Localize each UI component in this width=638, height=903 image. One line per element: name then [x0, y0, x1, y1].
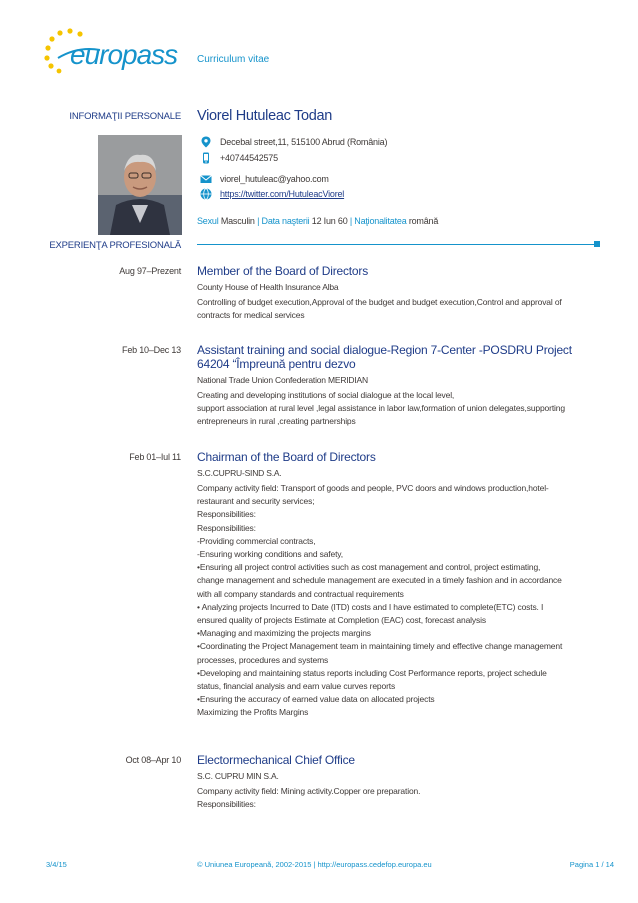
phone-text: +40744542575	[220, 153, 278, 163]
description-line: ensured quality of projects Estimate at Completion (EAC) cost, forecast analysis	[197, 615, 486, 626]
section-label-experience: EXPERIENŢA PROFESIONALĂ	[49, 240, 181, 251]
job-dates: Oct 08–Apr 10	[125, 755, 181, 765]
job-title: Member of the Board of Directors	[197, 264, 369, 278]
description-line: • Analyzing projects Incurred to Date (ITD) costs and I have estimated to complete(ETC) costs. I	[197, 601, 544, 612]
job-organization: S.C.CUPRU-SIND S.A.	[197, 468, 282, 478]
logo-text: europass	[70, 39, 178, 70]
description-line: change management and schedule management are executed in a timely fashion and in accordance	[197, 575, 562, 586]
description-line: Company activity field: Transport of goods and people, PVC doors and windows production,hotel-	[197, 483, 549, 493]
address-row	[200, 136, 387, 148]
job-title: Chairman of the Board of Directors	[197, 450, 376, 464]
birth-label: Data naşterii	[261, 216, 310, 226]
personal-details-line: Sexul Masculin | Data naşterii 12 Iun 60 | Naţionalitatea română	[197, 216, 439, 226]
description-line: •Developing and maintaining status reports including Cost Performance reports, project schedule	[197, 667, 547, 678]
job-title: Assistant training and social dialogue-Region 7-Center -POSDRU Project 64204 “Împreună pentru dezvo	[197, 343, 572, 371]
job-organization: National Trade Union Confederation MERIDIAN	[197, 375, 368, 385]
nationality-label: Naţionalitatea	[354, 216, 407, 226]
description-line: Responsibilities:	[197, 509, 256, 520]
description-line: Responsibilities:	[197, 799, 256, 810]
job-description	[197, 785, 602, 811]
doc-title: Curriculum vitae	[197, 54, 270, 65]
job-organization: S.C. CUPRU MIN S.A.	[197, 771, 279, 781]
description-line: •Ensuring all project control activities such as cost management and control, project estimating,	[197, 562, 541, 573]
birth-value: 12 Iun 60	[311, 216, 348, 226]
job-organization: County House of Health Insurance Alba	[197, 282, 339, 292]
profile-photo	[98, 135, 182, 235]
email-text[interactable]: viorel_hutuleac@yahoo.com	[220, 174, 329, 184]
job-description	[197, 296, 602, 322]
section-divider	[197, 244, 596, 245]
job-dates: Feb 01–Iul 11	[129, 452, 181, 462]
description-line: Creating and developing institutions of social dialogue at the local level,	[197, 390, 455, 400]
job-title: Electormechanical Chief Office	[197, 753, 355, 767]
twitter-link[interactable]: https://twitter.com/HutuleacViorel	[220, 189, 345, 199]
address-text: Decebal street,11, 515100 Abrud (România)	[220, 137, 388, 147]
footer-copyright[interactable]: © Uniunea Europeană, 2002-2015 | http://europass.cedefop.europa.eu	[197, 860, 432, 869]
section-label-personal: INFORMAŢII PERSONALE	[69, 111, 181, 122]
description-line: Controlling of budget execution,Approval of the budget and budget execution,Control and approval of	[197, 297, 562, 307]
location-pin-icon	[200, 136, 212, 148]
description-line: •Ensuring the accuracy of earned value data on allocated projects	[197, 694, 435, 705]
description-line: Maximizing the Profits Margins	[197, 707, 309, 718]
mobile-phone-icon	[200, 152, 212, 164]
description-line: •Coordinating the Project Management team in maintaining timely and effective change management	[197, 641, 563, 652]
footer-page-number: Pagina 1 / 14	[569, 860, 614, 869]
description-line: with all company standards and contractual requirements	[197, 588, 404, 599]
description-line: processes, procedures and systems	[197, 654, 329, 665]
envelope-icon	[200, 173, 212, 185]
description-line: Responsibilities:	[197, 522, 256, 533]
divider-end-square	[594, 241, 600, 247]
job-dates: Aug 97–Prezent	[119, 266, 181, 276]
email-row	[200, 173, 329, 185]
description-line: restaurant and security services;	[197, 496, 315, 507]
person-name: Viorel Hutuleac Todan	[197, 108, 333, 124]
footer-date: 3/4/15	[46, 860, 67, 869]
description-line: -Providing commercial contracts,	[197, 535, 316, 546]
description-line: Company activity field: Mining activity.Copper ore preparation.	[197, 786, 421, 796]
description-line: support association at rural level ,legal assistance in labor law,formation of union delegates,supporting	[197, 403, 565, 414]
globe-icon	[200, 188, 212, 200]
description-line: status, financial analysis and earn value curves reports	[197, 681, 396, 692]
europass-logo	[38, 28, 188, 74]
sex-value: Masculin	[220, 216, 255, 226]
description-line: entrepreneurs in rural ,creating partnerships	[197, 416, 356, 427]
job-description	[197, 482, 602, 720]
sex-label: Sexul	[197, 216, 219, 226]
job-dates: Feb 10–Dec 13	[122, 345, 181, 355]
description-line: •Managing and maximizing the projects margins	[197, 628, 371, 639]
description-line: -Ensuring working conditions and safety,	[197, 549, 343, 560]
description-line: contracts for medical services	[197, 310, 305, 321]
phone-row	[200, 152, 278, 164]
job-description	[197, 389, 602, 429]
nationality-value: română	[408, 216, 439, 226]
twitter-row	[200, 188, 344, 200]
